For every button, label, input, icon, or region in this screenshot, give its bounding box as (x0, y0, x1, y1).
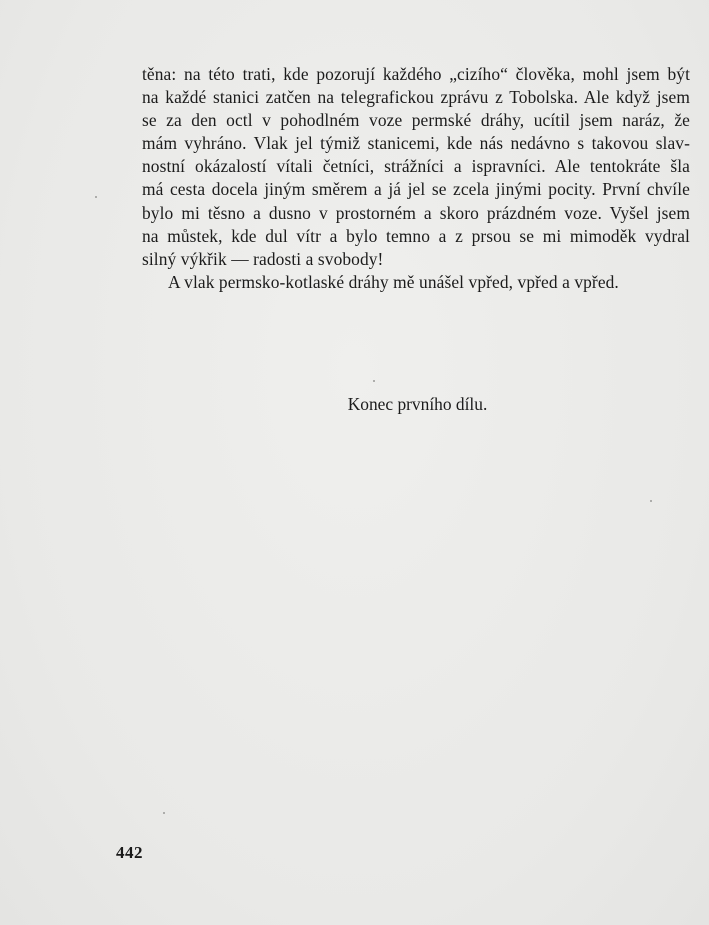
paper-speck (650, 500, 652, 502)
page-number: 442 (116, 843, 143, 862)
text-line: na každé stanici zatčen na telegrafickou zprávu z Tobolska. Ale když jsem (142, 87, 690, 108)
paper-speck (163, 812, 165, 814)
text-line: na můstek, kde dul vítr a bylo temno a z prsou se mi mimoděk vydral (142, 225, 690, 246)
text-line: mám vyhráno. Vlak jel týmiž stanicemi, kde nás nedávno s takovou slav- (142, 133, 690, 154)
part-ending: Konec prvního dílu. (347, 394, 488, 414)
text-line: se za den octl v pohodlném voze permské dráhy, ucítil jsem naráz, že (142, 110, 690, 131)
text-line: nostní okázalostí vítali četníci, strážníci a ispravníci. Ale tentokráte šla (142, 156, 690, 177)
body-text (142, 63, 690, 294)
paragraph-2: A vlak permsko-kotlaské dráhy mě unášel vpřed, vpřed a vpřed. (168, 271, 619, 292)
text-line: těna: na této trati, kde pozorují každého „cizího“ člověka, mohl jsem být (142, 64, 690, 84)
paper-speck (373, 380, 375, 382)
text-line: má cesta docela jiným směrem a já jel se zcela jinými pocity. První chvíle (142, 179, 690, 200)
paper-speck (95, 196, 97, 198)
text-line: bylo mi těsno a dusno v prostorném a skoro prázdném voze. Vyšel jsem (142, 202, 690, 223)
text-line: silný výkřik — radosti a svobody! (142, 248, 384, 269)
